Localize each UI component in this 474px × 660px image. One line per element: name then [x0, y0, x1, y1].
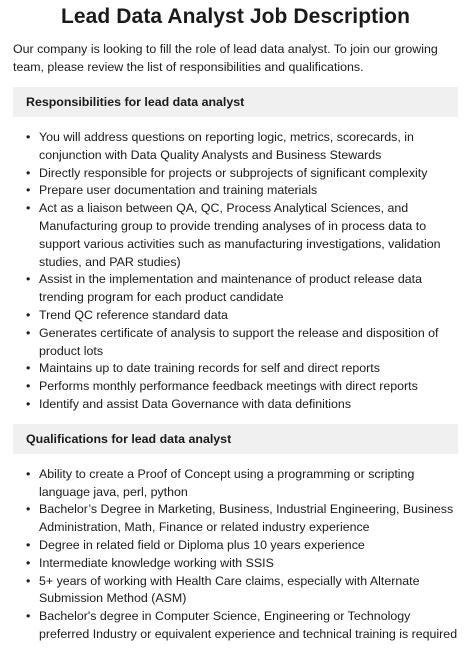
list-item: [26, 182, 458, 200]
bullet-icon: •: [26, 396, 31, 411]
list-item-text: Performs monthly performance feedback meetings with direct reports: [39, 379, 418, 394]
list-item: [26, 325, 458, 361]
list-item-text: Identify and assist Data Governance with data definitions: [39, 396, 352, 411]
list-item-text: Prepare user documentation and training materials: [39, 183, 318, 198]
bullet-icon: •: [26, 130, 31, 144]
list-item-text: Generates certificate of analysis to support the release and disposition of product lots: [39, 325, 439, 358]
bullet-icon: •: [26, 183, 31, 198]
list-item-text: Trend QC reference standard data: [39, 307, 228, 322]
list-item: [26, 200, 458, 271]
bullet-icon: •: [26, 573, 31, 588]
list-item: [26, 307, 458, 325]
list-item-text: Assist in the implementation and maintenance of product release data trending program for each product candidate: [39, 272, 422, 305]
list-item: [26, 573, 458, 609]
list-item: [26, 466, 458, 502]
list-item-text: Act as a liaison between QA, QC, Process Analytical Sciences, and Manufacturing group to provide trending analyses of in process data to support various activities such as manufacturing investigations, validation studies, and PAR studies): [39, 201, 441, 269]
list-item-text: Maintains up to date training records for self and direct reports: [39, 361, 380, 376]
bullet-icon: •: [26, 537, 31, 552]
list-item: [26, 165, 458, 183]
list-item: [26, 501, 458, 537]
bullet-icon: •: [26, 272, 31, 287]
list-item: [26, 555, 458, 573]
qualifications-list: [13, 466, 458, 644]
bullet-icon: •: [26, 609, 31, 624]
list-item: [26, 396, 458, 414]
list-item: [26, 129, 458, 165]
list-item: [26, 271, 458, 307]
list-item-text: Bachelor's degree in Computer Science, Engineering or Technology preferred Industry or equivalent experience and technical training is required: [39, 609, 458, 641]
list-item-text: Intermediate knowledge working with SSIS: [39, 555, 274, 570]
bullet-icon: •: [26, 555, 31, 570]
list-item-text: You will address questions on reporting logic, metrics, scorecards, in conjunction with Data Quality Analysts and Business Stewards: [39, 130, 414, 162]
intro-paragraph: Our company is looking to fill the role of lead data analyst. To join our growing team, please review the list of responsibilities and qualifications.: [13, 42, 438, 74]
qualifications-heading: Qualifications for lead data analyst: [13, 424, 458, 454]
list-item: [26, 378, 458, 396]
list-item-text: Ability to create a Proof of Concept using a programming or scripting language java, perl, python: [39, 466, 415, 499]
list-item-text: Directly responsible for projects or subprojects of significant complexity: [39, 165, 428, 180]
page-title: Lead Data Analyst Job Description: [60, 5, 411, 28]
bullet-icon: •: [26, 379, 31, 394]
list-item-text: 5+ years of working with Health Care claims, especially with Alternate Submission Method (ASM): [39, 573, 420, 606]
bullet-icon: •: [26, 307, 31, 322]
bullet-icon: •: [26, 325, 31, 340]
bullet-icon: •: [26, 201, 31, 216]
bullet-icon: •: [26, 502, 31, 517]
responsibilities-heading: Responsibilities for lead data analyst: [13, 87, 458, 117]
list-item: [26, 537, 458, 555]
responsibilities-list: [13, 129, 458, 414]
bullet-icon: •: [26, 466, 31, 481]
bullet-icon: •: [26, 165, 31, 180]
list-item: [26, 608, 458, 644]
list-item-text: Degree in related field or Diploma plus 10 years experience: [39, 537, 365, 552]
bullet-icon: •: [26, 361, 31, 376]
list-item: [26, 360, 458, 378]
list-item-text: Bachelor’s Degree in Marketing, Business, Industrial Engineering, Business Administration, Math, Finance or related industry experience: [39, 502, 454, 535]
